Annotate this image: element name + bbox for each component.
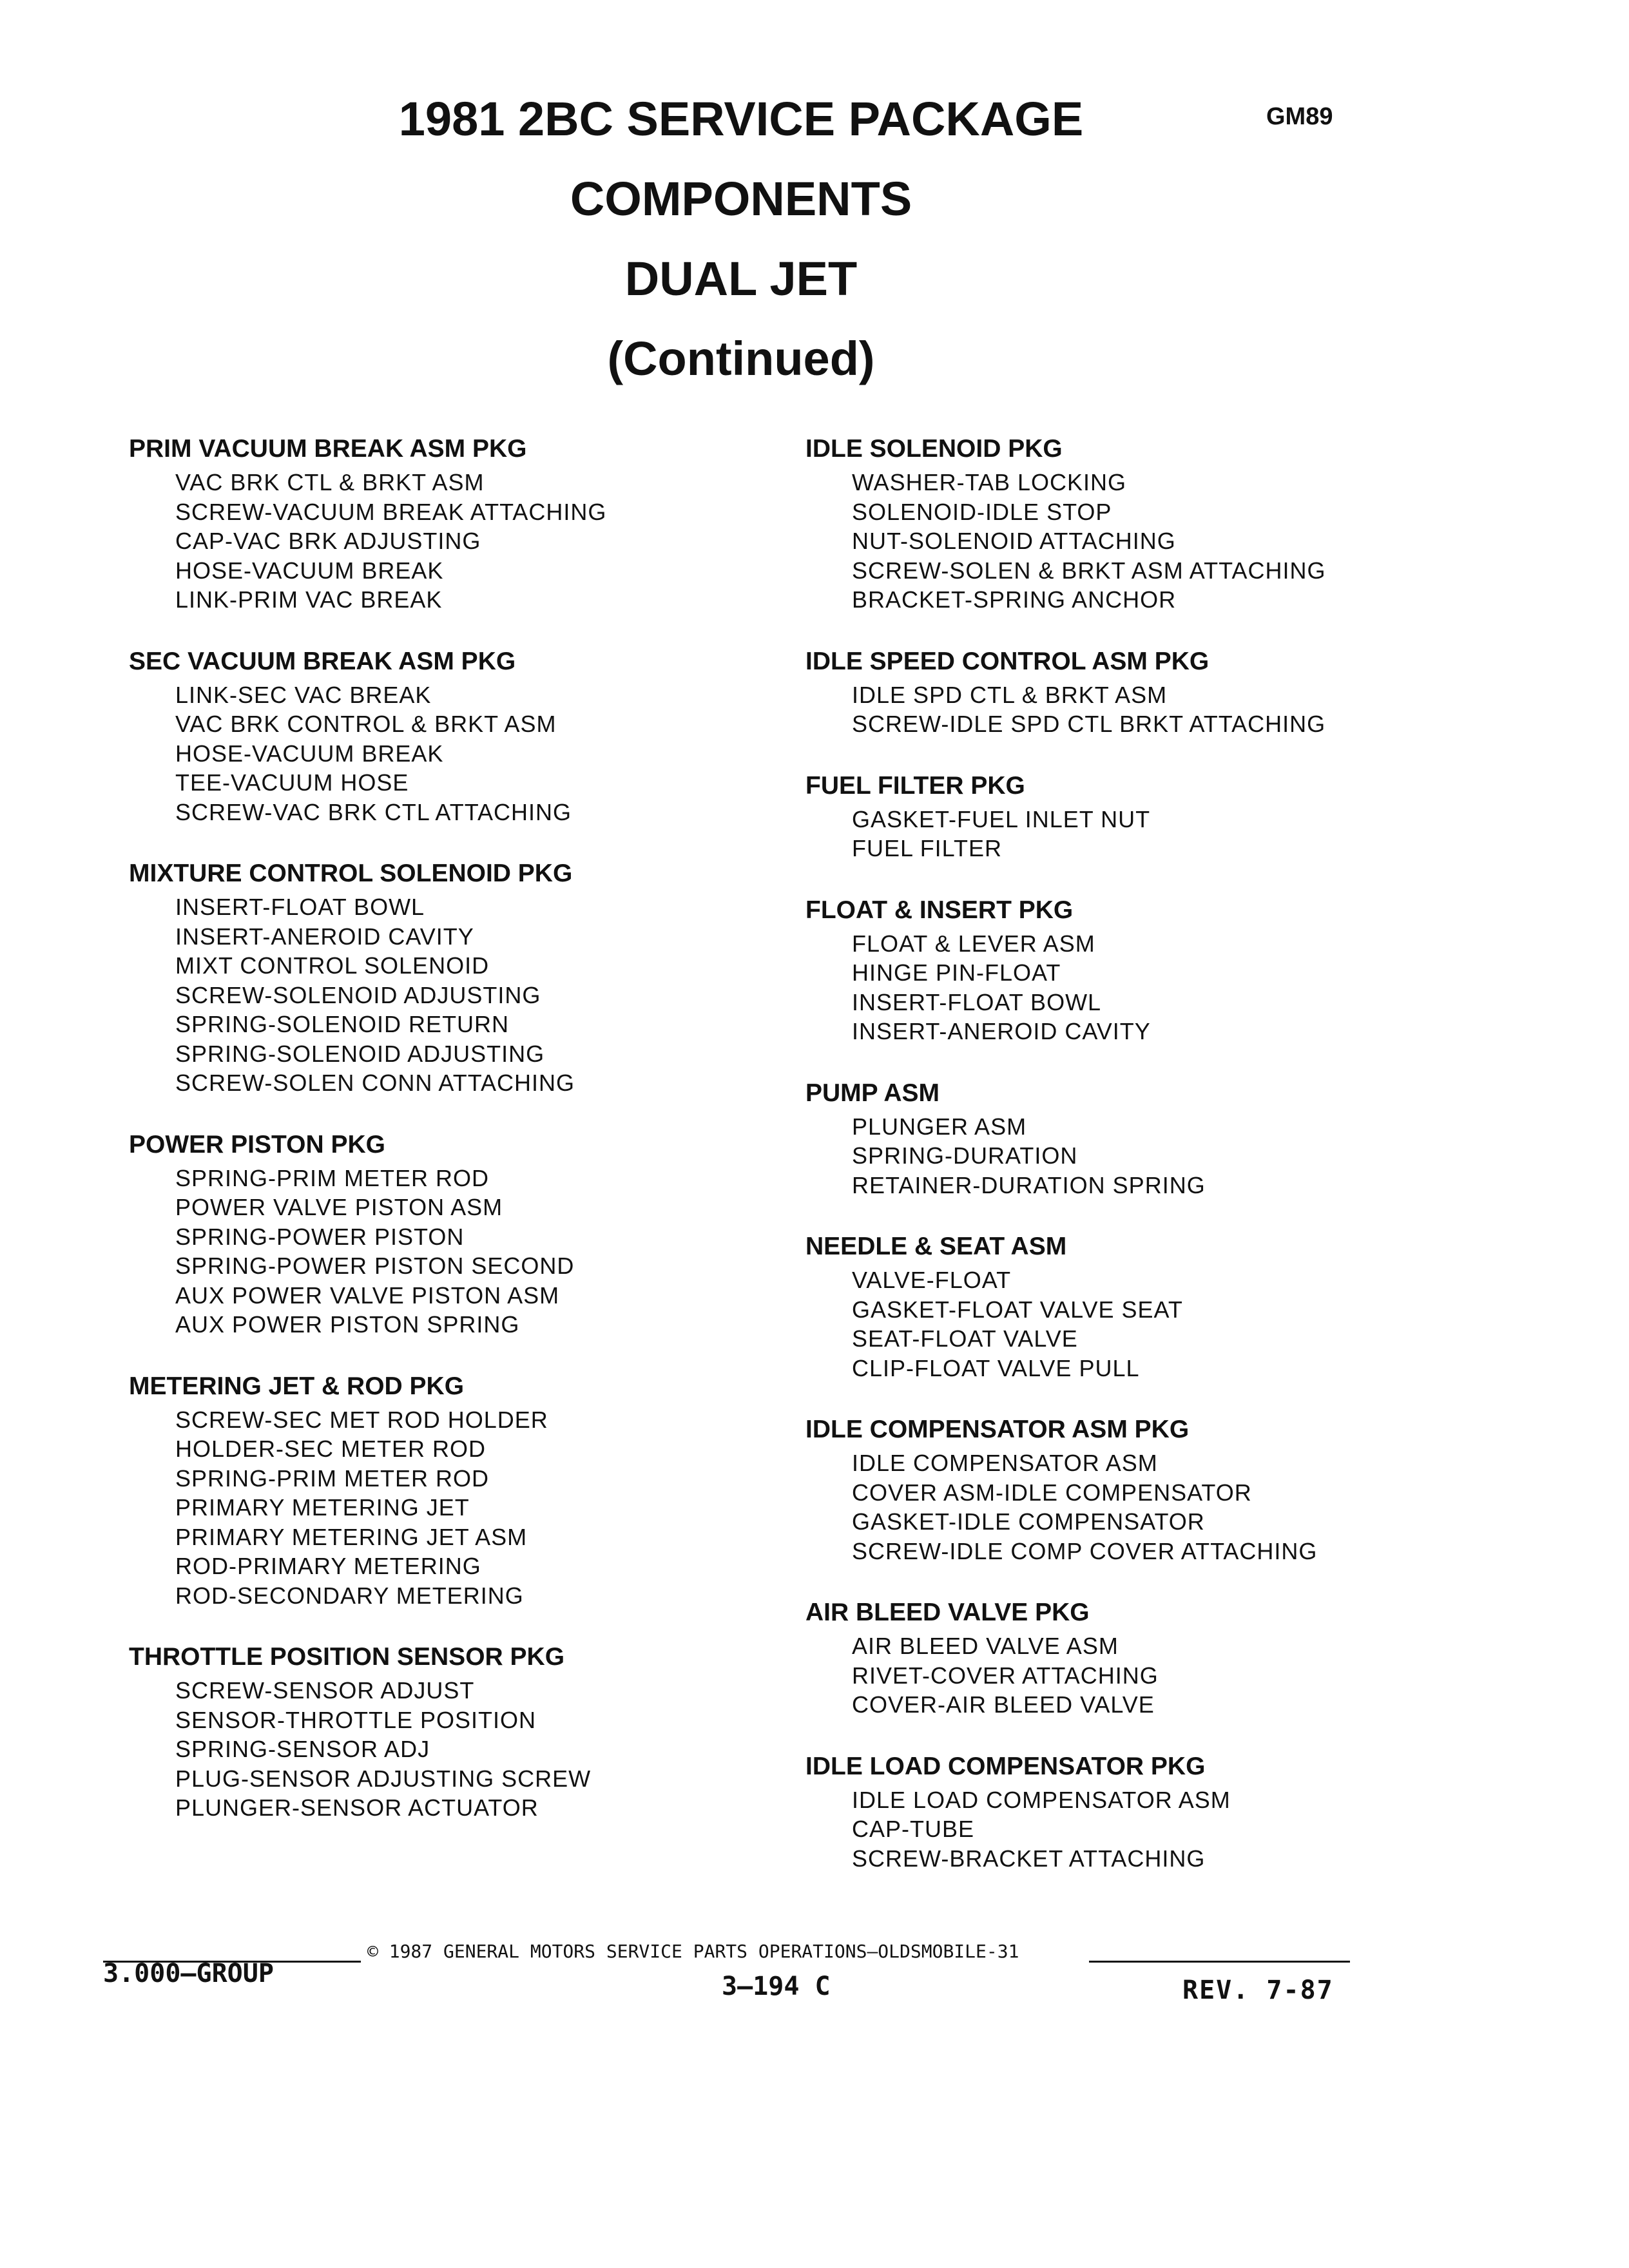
package-section: [129, 1368, 805, 1611]
component-list: [805, 468, 1482, 615]
section-heading: IDLE COMPENSATOR ASM PKG: [805, 1416, 1190, 1443]
footer-page-number: 3—194 C: [722, 1972, 831, 2001]
component-list: [129, 1676, 805, 1823]
component-list: [805, 1631, 1482, 1720]
component-item: VALVE-FLOAT: [852, 1267, 1012, 1293]
component-item: SPRING-SOLENOID RETURN: [175, 1011, 510, 1037]
section-heading: NEEDLE & SEAT ASM: [805, 1233, 1067, 1260]
section-heading: SEC VACUUM BREAK ASM PKG: [129, 647, 516, 675]
component-list: [129, 468, 805, 615]
component-item: SCREW-SEC MET ROD HOLDER: [175, 1406, 548, 1433]
component-item: CAP-TUBE: [852, 1816, 975, 1842]
component-item: TEE-VACUUM HOSE: [175, 769, 409, 796]
package-section: [129, 1126, 805, 1340]
section-heading: PRIM VACUUM BREAK ASM PKG: [129, 435, 527, 463]
component-item: CAP-VAC BRK ADJUSTING: [175, 528, 481, 554]
component-list: [129, 892, 805, 1098]
package-section: [129, 1639, 805, 1823]
component-item: PLUNGER-SENSOR ACTUATOR: [175, 1794, 539, 1821]
package-section: [129, 643, 805, 827]
component-item: AUX POWER PISTON SPRING: [175, 1311, 520, 1338]
component-item: GASKET-FUEL INLET NUT: [852, 805, 1151, 832]
component-item: SCREW-IDLE SPD CTL BRKT ATTACHING: [852, 711, 1326, 737]
component-item: COVER-AIR BLEED VALVE: [852, 1691, 1155, 1718]
component-item: LINK-PRIM VAC BREAK: [175, 586, 443, 613]
component-item: INSERT-ANEROID CAVITY: [852, 1018, 1151, 1044]
component-item: BRACKET-SPRING ANCHOR: [852, 586, 1177, 613]
footer-copyright: © 1987 GENERAL MOTORS SERVICE PARTS OPERATIONS—OLDSMOBILE-31: [367, 1941, 1019, 1962]
section-heading: IDLE SPEED CONTROL ASM PKG: [805, 647, 1210, 675]
package-section: [805, 1594, 1482, 1720]
component-item: HINGE PIN-FLOAT: [852, 959, 1061, 986]
component-item: SENSOR-THROTTLE POSITION: [175, 1706, 537, 1733]
component-item: SPRING-POWER PISTON: [175, 1223, 465, 1250]
component-item: POWER VALVE PISTON ASM: [175, 1194, 503, 1220]
component-item: SCREW-VACUUM BREAK ATTACHING: [175, 498, 607, 525]
page-title-line-2: COMPONENTS: [570, 172, 912, 226]
component-item: RETAINER-DURATION SPRING: [852, 1171, 1206, 1198]
component-item: NUT-SOLENOID ATTACHING: [852, 528, 1176, 554]
package-section: [129, 855, 805, 1098]
component-list: [805, 680, 1482, 739]
component-item: HOSE-VACUUM BREAK: [175, 740, 444, 767]
component-item: ROD-SECONDARY METERING: [175, 1582, 524, 1609]
component-item: HOLDER-SEC METER ROD: [175, 1436, 487, 1462]
footer-revision: REV. 7-87: [1182, 1975, 1334, 2005]
component-item: INSERT-FLOAT BOWL: [852, 988, 1102, 1015]
component-item: SPRING-DURATION: [852, 1142, 1078, 1169]
component-item: FUEL FILTER: [852, 835, 1003, 861]
section-heading: IDLE LOAD COMPENSATOR PKG: [805, 1752, 1206, 1780]
component-list: [805, 1448, 1482, 1566]
package-section: [805, 643, 1482, 739]
component-item: MIXT CONTROL SOLENOID: [175, 952, 490, 979]
component-item: SCREW-BRACKET ATTACHING: [852, 1845, 1206, 1872]
component-item: COVER ASM-IDLE COMPENSATOR: [852, 1479, 1252, 1506]
component-item: SCREW-SOLEN CONN ATTACHING: [175, 1070, 575, 1096]
component-item: SPRING-PRIM METER ROD: [175, 1164, 490, 1191]
component-item: VAC BRK CTL & BRKT ASM: [175, 469, 485, 495]
component-item: IDLE COMPENSATOR ASM: [852, 1450, 1158, 1476]
section-heading: IDLE SOLENOID PKG: [805, 435, 1063, 463]
component-list: [129, 680, 805, 827]
section-heading: THROTTLE POSITION SENSOR PKG: [129, 1643, 565, 1671]
package-section: [805, 892, 1482, 1046]
component-item: SCREW-SENSOR ADJUST: [175, 1677, 475, 1704]
component-item: VAC BRK CONTROL & BRKT ASM: [175, 711, 557, 737]
component-item: INSERT-ANEROID CAVITY: [175, 923, 474, 950]
component-item: PLUG-SENSOR ADJUSTING SCREW: [175, 1765, 592, 1792]
component-list: [805, 805, 1482, 863]
component-item: SCREW-SOLENOID ADJUSTING: [175, 981, 541, 1008]
component-item: SCREW-VAC BRK CTL ATTACHING: [175, 798, 572, 825]
package-section: [805, 1748, 1482, 1874]
component-item: CLIP-FLOAT VALVE PULL: [852, 1354, 1140, 1381]
footer-rule-right: [1089, 1961, 1350, 1963]
page-title-line-1: 1981 2BC SERVICE PACKAGE: [398, 92, 1084, 146]
package-section: [805, 430, 1482, 615]
package-section: [805, 1075, 1482, 1200]
right-column: [805, 430, 1482, 1901]
component-list: [129, 1164, 805, 1340]
component-item: PLUNGER ASM: [852, 1113, 1027, 1140]
component-item: SPRING-SOLENOID ADJUSTING: [175, 1040, 545, 1067]
component-item: SPRING-PRIM METER ROD: [175, 1465, 490, 1492]
component-item: PRIMARY METERING JET: [175, 1494, 470, 1521]
package-section: [805, 767, 1482, 863]
component-list: [805, 1785, 1482, 1874]
package-section: [805, 1411, 1482, 1566]
component-item: LINK-SEC VAC BREAK: [175, 681, 432, 708]
component-item: IDLE SPD CTL & BRKT ASM: [852, 681, 1168, 708]
component-item: IDLE LOAD COMPENSATOR ASM: [852, 1786, 1231, 1813]
package-section: [805, 1228, 1482, 1383]
section-heading: METERING JET & ROD PKG: [129, 1372, 465, 1400]
component-item: WASHER-TAB LOCKING: [852, 469, 1127, 495]
component-item: ROD-PRIMARY METERING: [175, 1553, 481, 1579]
component-list: [805, 1112, 1482, 1200]
component-list: [129, 1405, 805, 1611]
left-column: [129, 430, 805, 1851]
component-item: AUX POWER VALVE PISTON ASM: [175, 1282, 560, 1309]
component-item: RIVET-COVER ATTACHING: [852, 1662, 1159, 1689]
package-section: [129, 430, 805, 615]
section-heading: AIR BLEED VALVE PKG: [805, 1599, 1090, 1626]
component-item: HOSE-VACUUM BREAK: [175, 557, 444, 584]
page-title-line-4: (Continued): [607, 332, 875, 385]
component-item: GASKET-IDLE COMPENSATOR: [852, 1508, 1205, 1535]
component-item: INSERT-FLOAT BOWL: [175, 894, 425, 920]
component-item: SEAT-FLOAT VALVE: [852, 1325, 1078, 1352]
component-item: SPRING-SENSOR ADJ: [175, 1736, 430, 1762]
component-list: [805, 929, 1482, 1046]
component-item: PRIMARY METERING JET ASM: [175, 1523, 528, 1550]
component-item: SOLENOID-IDLE STOP: [852, 498, 1112, 525]
component-item: GASKET-FLOAT VALVE SEAT: [852, 1296, 1183, 1323]
footer-group: 3.000—GROUP: [103, 1959, 274, 1988]
section-heading: FUEL FILTER PKG: [805, 771, 1025, 800]
component-item: SCREW-IDLE COMP COVER ATTACHING: [852, 1537, 1318, 1564]
component-item: FLOAT & LEVER ASM: [852, 930, 1095, 957]
page-title-line-3: DUAL JET: [624, 252, 858, 305]
component-item: SPRING-POWER PISTON SECOND: [175, 1253, 575, 1279]
section-heading: FLOAT & INSERT PKG: [805, 896, 1074, 924]
component-list: [805, 1265, 1482, 1383]
component-item: AIR BLEED VALVE ASM: [852, 1633, 1119, 1659]
document-code: GM89: [1266, 103, 1333, 130]
section-heading: POWER PISTON PKG: [129, 1130, 385, 1158]
component-item: SCREW-SOLEN & BRKT ASM ATTACHING: [852, 557, 1326, 584]
section-heading: MIXTURE CONTROL SOLENOID PKG: [129, 860, 573, 887]
section-heading: PUMP ASM: [805, 1079, 940, 1107]
